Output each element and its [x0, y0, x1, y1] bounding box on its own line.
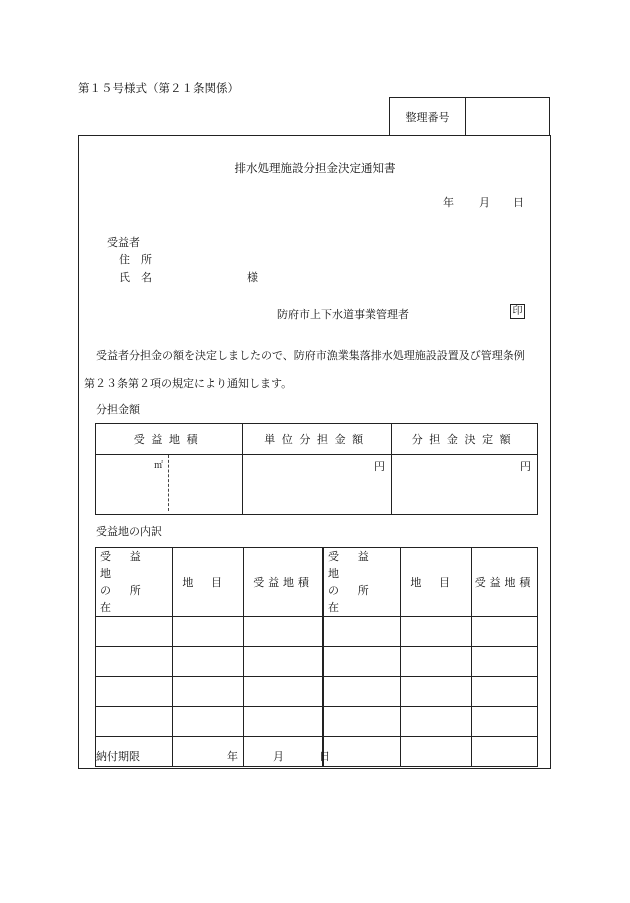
header-area: 受益地積	[244, 548, 324, 617]
seiri-bango-box	[389, 97, 550, 135]
seiri-bango-field[interactable]	[466, 98, 549, 135]
header-location	[323, 548, 401, 617]
breakdown-label: 受益地の内訳	[96, 525, 162, 538]
header-land-category: 地目	[173, 548, 244, 617]
date-day: 日	[513, 196, 524, 209]
table-cell[interactable]	[472, 617, 538, 647]
deadline-label: 納付期限	[96, 750, 140, 763]
date-year: 年	[443, 196, 454, 209]
address-label: 住 所	[119, 253, 152, 266]
seiri-bango-label: 整理番号	[390, 98, 466, 135]
table-cell[interactable]	[323, 647, 401, 677]
header-land-category: 地目	[401, 548, 472, 617]
table-cell[interactable]	[244, 617, 324, 647]
table-cell[interactable]	[96, 707, 173, 737]
table-cell[interactable]	[401, 647, 472, 677]
table-row	[96, 707, 538, 737]
table-cell[interactable]	[401, 737, 472, 767]
body-text-line1: 受益者分担金の額を決定しましたので、防府市漁業集落排水処理施設設置及び管理条例	[96, 349, 525, 362]
dashed-divider	[168, 455, 169, 511]
table-cell[interactable]	[244, 707, 324, 737]
header-unit-amount: 単位分担金額	[243, 424, 392, 455]
cell-unit-amount[interactable]	[243, 455, 392, 515]
table-cell[interactable]	[472, 707, 538, 737]
recipient-label: 受益者	[107, 236, 140, 249]
body-text-line2: 第２３条第２項の規定により通知します。	[84, 377, 293, 390]
table-cell[interactable]	[244, 677, 324, 707]
header-location-line1: 受 益 地	[100, 550, 160, 580]
issuer-name: 防府市上下水道事業管理者	[277, 308, 409, 321]
unit-yen: 円	[374, 460, 385, 473]
table-row	[96, 737, 538, 767]
form-number: 第１５号様式（第２１条関係）	[78, 81, 239, 95]
deadline-year: 年	[227, 750, 238, 763]
table-cell[interactable]	[173, 647, 244, 677]
cell-area[interactable]	[96, 455, 243, 515]
unit-sqm: ㎡	[154, 461, 164, 471]
table-row	[96, 677, 538, 707]
header-decided-amount: 分担金決定額	[392, 424, 538, 455]
share-amount-table	[95, 423, 538, 515]
table-cell[interactable]	[96, 647, 173, 677]
cell-decided-amount[interactable]	[392, 455, 538, 515]
header-location-line1: 受 益 地	[328, 550, 388, 580]
table-cell[interactable]	[173, 677, 244, 707]
table-cell[interactable]	[401, 707, 472, 737]
table-cell[interactable]	[401, 617, 472, 647]
unit-yen: 円	[520, 460, 531, 473]
table-cell[interactable]	[323, 737, 401, 767]
date-month: 月	[479, 196, 490, 209]
deadline-day: 日	[319, 750, 330, 763]
table-cell[interactable]	[323, 707, 401, 737]
honorific: 様	[247, 271, 258, 284]
table-cell[interactable]	[472, 737, 538, 767]
table-cell[interactable]	[401, 677, 472, 707]
header-location-line2: の 所 在	[100, 584, 160, 614]
table-row	[96, 647, 538, 677]
table-cell[interactable]	[173, 617, 244, 647]
table-cell[interactable]	[96, 617, 173, 647]
header-location	[96, 548, 173, 617]
header-location-line2: の 所 在	[328, 584, 388, 614]
table-cell[interactable]	[244, 647, 324, 677]
share-amount-label: 分担金額	[96, 403, 140, 416]
table-cell[interactable]	[173, 707, 244, 737]
table-cell[interactable]	[323, 617, 401, 647]
document-title: 排水処理施設分担金決定通知書	[234, 161, 396, 175]
table-cell[interactable]	[96, 677, 173, 707]
header-area: 受益地積	[96, 424, 243, 455]
table-cell[interactable]	[472, 677, 538, 707]
table-row	[96, 617, 538, 647]
name-label: 氏 名	[119, 271, 152, 284]
deadline-month: 月	[273, 750, 284, 763]
table-cell[interactable]	[323, 677, 401, 707]
header-area: 受益地積	[472, 548, 538, 617]
breakdown-table	[95, 547, 538, 767]
seal-mark: 印	[510, 304, 525, 319]
table-cell[interactable]	[472, 647, 538, 677]
